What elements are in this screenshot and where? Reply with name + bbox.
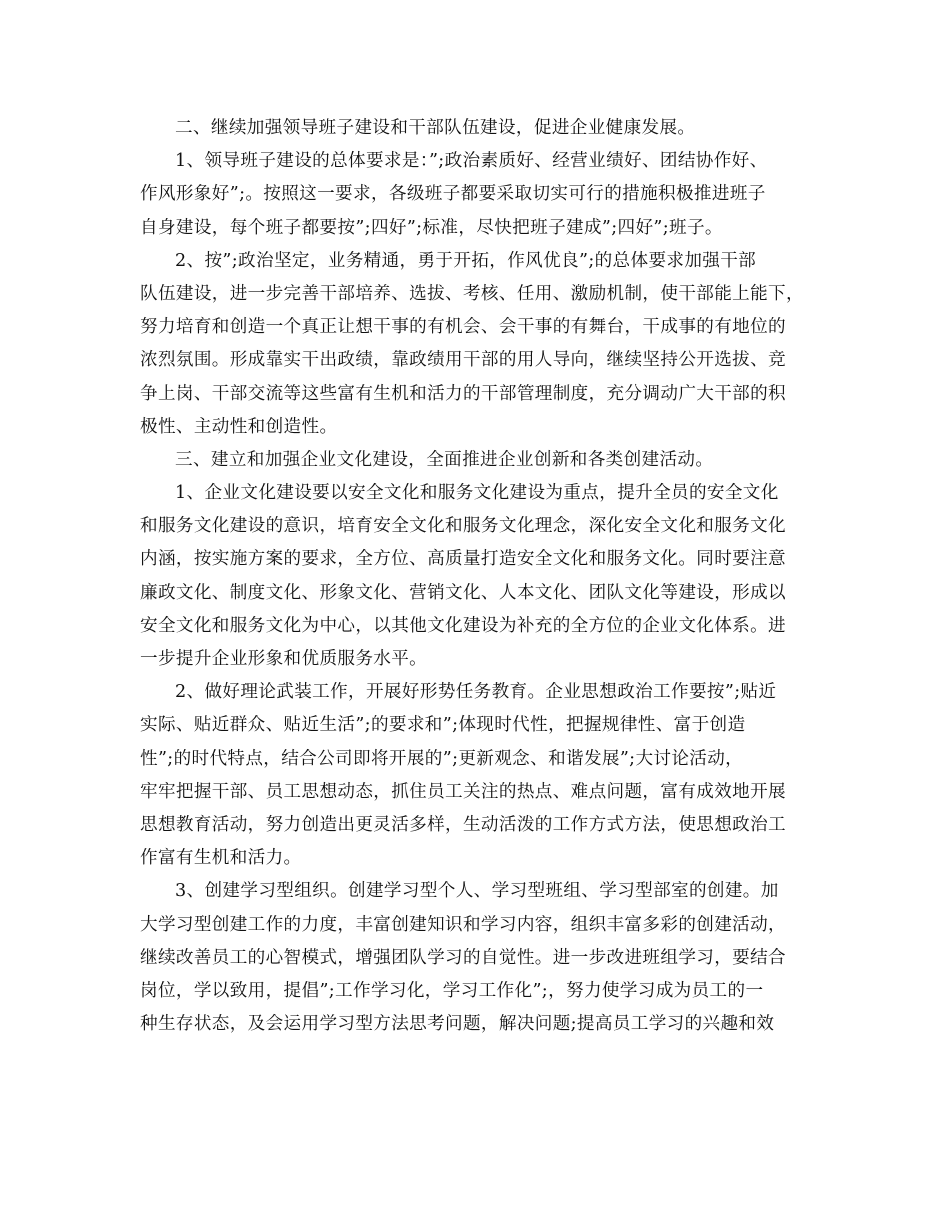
paragraph-line: 作富有生机和活力。	[140, 848, 302, 869]
paragraph-line: 性”;的时代特点，结合公司即将开展的”;更新观念、和谐发展”;大讨论活动，	[140, 748, 744, 769]
paragraph-line: 争上岗、干部交流等这些富有生机和活力的干部管理制度，充分调动广大干部的积	[140, 383, 786, 404]
paragraph-line: 廉政文化、制度文化、形象文化、营销文化、人本文化、团队文化等建设，形成以	[140, 582, 786, 603]
paragraph-line: 实际、贴近群众、贴近生活”;的要求和”;体现时代性，把握规律性、富于创造	[140, 715, 746, 736]
paragraph-line: 牢牢把握干部、员工思想动态，抓住员工关注的热点、难点问题，富有成效地开展	[140, 781, 786, 802]
paragraph-line: 浓烈氛围。形成靠实干出政绩，靠政绩用干部的用人导向，继续坚持公开选拔、竞	[140, 350, 786, 371]
paragraph-line: 一步提升企业形象和优质服务水平。	[140, 649, 428, 669]
paragraph-line: 作风形象好”;。按照这一要求，各级班子都要采取切实可行的措施积极推进班子	[140, 184, 766, 205]
paragraph-line: 1、企业文化建设要以安全文化和服务文化建设为重点，提升全员的安全文化	[175, 483, 779, 504]
paragraph-line: 内涵，按实施方案的要求，全方位、高质量打造安全文化和服务文化。同时要注意	[140, 549, 786, 570]
document-body	[140, 112, 820, 1041]
paragraph-line: 2、按”;政治坚定，业务精通，勇于开拓，作风优良”;的总体要求加强干部	[175, 250, 757, 271]
paragraph-line: 大学习型创建工作的力度，丰富创建知识和学习内容，组织丰富多彩的创建活动，	[140, 914, 786, 935]
paragraph-line: 队伍建设，进一步完善干部培养、选拔、考核、任用、激励机制，使干部能上能下，	[140, 283, 804, 304]
paragraph-line: 继续改善员工的心智模式，增强团队学习的自觉性。进一步改进班组学习，要结合	[140, 947, 786, 968]
paragraph-line: 思想教育活动，努力创造出更灵活多样，生动活泼的工作方式方法，使思想政治工	[140, 814, 786, 835]
paragraph-line: 1、领导班子建设的总体要求是：”;政治素质好、经营业绩好、团结协作好、	[175, 151, 768, 172]
paragraph-line: 种生存状态，及会运用学习型方法思考问题，解决问题;提高员工学习的兴趣和效	[140, 1014, 775, 1035]
section-heading-2: 二、继续加强领导班子建设和干部队伍建设，促进企业健康发展。	[175, 118, 696, 138]
paragraph-line: 岗位，学以致用，提倡”;工作学习化，学习工作化”;，努力使学习成为员工的一	[140, 980, 764, 1001]
paragraph-line: 自身建设，每个班子都要按”;四好”;标准，尽快把班子建成”;四好”;班子。	[140, 217, 723, 238]
paragraph-line: 安全文化和服务文化为中心，以其他文化建设为补充的全方位的企业文化体系。进	[140, 615, 786, 636]
paragraph-line: 2、做好理论武装工作，开展好形势任务教育。企业思想政治工作要按”;贴近	[175, 682, 777, 703]
paragraph-line: 极性、主动性和创造性。	[140, 416, 338, 437]
paragraph-line: 和服务文化建设的意识，培育安全文化和服务文化理念，深化安全文化和服务文化	[140, 516, 786, 537]
paragraph-line: 3、创建学习型组织。创建学习型个人、学习型班组、学习型部室的创建。加	[175, 881, 779, 902]
section-heading-3: 三、建立和加强企业文化建设，全面推进企业创新和各类创建活动。	[175, 449, 714, 470]
paragraph-line: 努力培育和创造一个真正让想干事的有机会、会干事的有舞台，干成事的有地位的	[140, 317, 786, 338]
